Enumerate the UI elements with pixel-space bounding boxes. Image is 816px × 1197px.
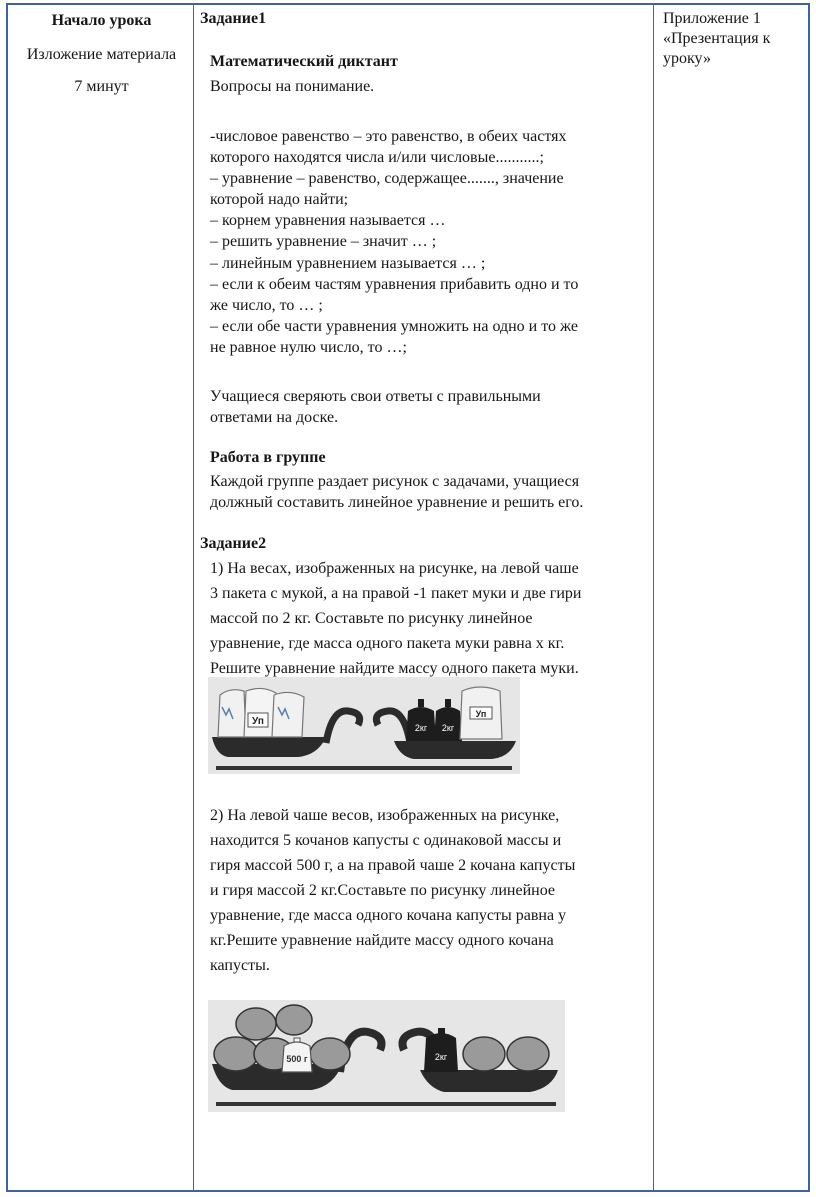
task2-heading: Задание2 — [200, 535, 267, 552]
weight-label: 500 г — [286, 1054, 308, 1064]
appendix-note: Приложение 1 «Презентация к уроку» — [663, 10, 771, 67]
dictation-intro: Вопросы на понимание. — [210, 78, 375, 95]
stage-subtitle: Изложение материала — [26, 46, 177, 63]
weight-label: 2кг — [434, 1052, 448, 1062]
group-work-title: Работа в группе — [210, 449, 326, 466]
weight-label: 2кг — [414, 723, 428, 733]
flour-bag-icon — [218, 688, 304, 737]
right-pan — [394, 741, 516, 759]
column-divider — [653, 5, 654, 1190]
scale-base — [216, 766, 512, 770]
weight-label: 2кг — [441, 723, 455, 733]
cabbage-scale-picture — [208, 1000, 565, 1112]
lesson-table — [6, 3, 810, 1192]
stage-column — [8, 5, 195, 96]
column-divider — [193, 5, 194, 1190]
group-work-text: Каждой группе раздает рисунок с задачами, учащиеся должный составить линейное уравнение и решить его. — [210, 473, 584, 511]
appendix-column — [663, 9, 808, 69]
problem-1-text: 1) На весах, изображенных на рисунке, на левой чаше 3 пакета с мукой, а на правой -1 пакет муки и две гири массой по 2 кг. Составьте по рисунку линейное уравнение, где масса одного пакета муки равна x кг. Решите уравнение найдите массу одного пакета муки. — [210, 560, 582, 677]
dictation-questions: -числовое равенство – это равенство, в обеих частях которого находятся числа и/или числовые...........; – уравнение – равенство, содержащее......., значение которой надо найти; – корнем уравнения называется … – решить уравнение – значит … ; – линейным уравнением называется … ; – если к обеим частям уравнения прибавить одно и то же число, то … ; – если обе части уравнения умножить на одно и то же не равное нулю число, то …; — [210, 128, 579, 356]
check-text: Учащиеся сверяють свои ответы с правильными ответами на доске. — [210, 388, 541, 426]
left-pan — [212, 737, 326, 757]
task1-heading: Задание1 — [200, 10, 267, 27]
scale-base — [216, 1102, 556, 1106]
flour-scale-picture — [208, 677, 520, 774]
bag-label: Уп — [475, 709, 487, 719]
right-pan — [420, 1070, 558, 1092]
problem-2-text: 2) На левой чаше весов, изображенных на рисунке, находится 5 кочанов капусты с одинаковой массы и гиря массой 500 г, а на правой чаше 2 кочана капусты и гиря массой 2 кг.Составьте по рисунку линейное уравнение, где масса одного кочана капусты равна у кг.Решите уравнение найдите массу одного кочана капусты. — [210, 807, 576, 974]
bag-label: Уп — [252, 716, 264, 727]
stage-title: Начало урока — [51, 12, 152, 29]
stage-duration: 7 минут — [74, 78, 129, 95]
dictation-title: Математический диктант — [210, 53, 398, 70]
